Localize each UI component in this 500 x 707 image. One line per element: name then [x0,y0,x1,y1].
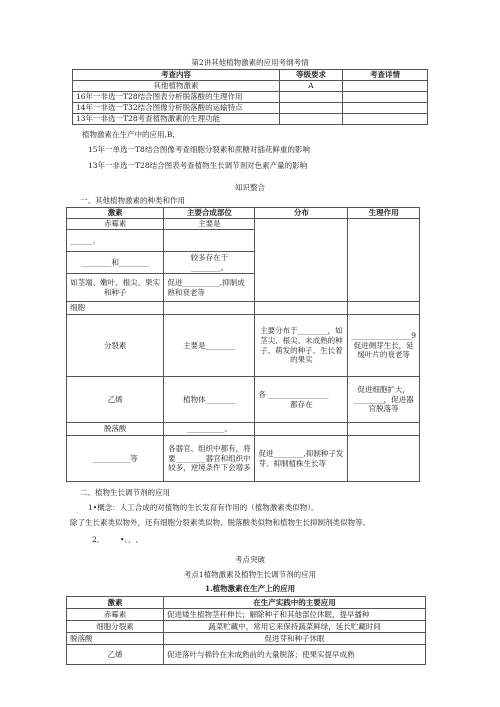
hormone-cell [348,436,420,482]
exam-cell: 14年一非选一T32结合图像分析脱落酸的运输特点 [73,103,280,114]
hormone-cell [164,252,255,274]
hormone-cell-line: 各 ________________ [258,389,329,399]
body-text: 1•概念：人工合成的对植物的生长发育有作用的（植物激素类似物）。 [88,503,319,512]
hormone-cell-line: ________。 [190,262,229,272]
hormone-header: 激素 [67,208,164,219]
hormone-cell: 主要是________ [164,315,255,377]
hormone-cell: 促进__________,抑制成熟和衰老等 [164,274,255,302]
exam-cell [343,92,428,103]
hormone-cell [164,302,255,315]
hormone-cell: ________和________ [67,252,164,274]
exam-cell: A [280,81,343,92]
app-header: 激素 [67,597,164,609]
exam-header-level: 等级要求 [280,70,343,81]
app-cell: 脱落酸 [67,633,164,645]
app-cell: 赤霉素 [67,609,164,621]
hormone-cell: 植物体________ [164,377,255,423]
app-cell: 促进落叶与棉铃在未成熟前的大量脱落；使果实提早成熟 [164,645,426,665]
hormone-cell: ______、 [67,230,164,252]
app-cell: 促进芽和种子休眠 [164,633,426,645]
exam-cell: 16年一非选一T28结合图表分析脱落酸的生理作用 [73,92,280,103]
hormone-cell [255,219,348,302]
hormone-cell [255,302,348,315]
exam-cell [343,103,428,114]
hormone-header: 分布 [255,208,348,219]
exam-header-content: 考查内容 [73,70,280,81]
section-title: 知识整合 [235,183,265,192]
app-cell: 蔬菜贮藏中，常用它来保持蔬菜鲜绿，延长贮藏时间 [164,621,426,633]
exam-cell [280,114,343,125]
hormone-cell-line: 都存在 [290,399,313,409]
hormone-cell: ________________9促进侧芽生长，延缓叶片的衰老等 [348,315,420,377]
point-title: 考点1植物激素及植物生长调节剂的应用 [183,570,317,579]
app-header: 在生产实践中的主要应用 [164,597,426,609]
body-text: 植物激素在生产中的应用,B, [82,130,175,139]
hormone-header: 主要合成部位 [164,208,255,219]
exam-cell [343,114,428,125]
body-text: 15年一单选一T8结合图像考查细胞分裂素和蔗糖对插花鲜重的影响 [88,145,310,154]
hormone-cell: 主要是 [164,219,255,230]
hormone-cell [164,230,255,252]
exam-cell: 13年一非选一T28考查植物激素的生理功能 [73,114,280,125]
app-cell: 乙烯 [67,645,164,665]
hormone-header: 生理作用 [348,208,420,219]
hormone-cell: 细胞 [67,302,164,315]
hormone-cell [348,302,420,315]
exam-cell: 其他植物激素 [73,81,280,92]
hormone-cell: 主要分布于________，如茎尖、根尖、未成熟的种子、萌发的种子、生长着的果实 [255,315,348,377]
hormone-cell [255,377,348,423]
app-cell: 细胞分裂素 [67,621,164,633]
section-heading: 一、其他植物激素的种类和作用 [80,196,185,205]
section-heading: 二、植物生长调节剂的应用 [80,488,170,497]
hormone-cell: 分裂素 [67,315,164,377]
hormone-cell: 各器官、组织中都有，将要________器官和组织中较多，逆境条件下会增多 [164,436,255,482]
exam-cell [280,92,343,103]
exam-cell [343,81,428,92]
hormone-cell [348,219,420,302]
subsection-title: 1.植物激素在生产上的应用 [204,584,296,593]
hormone-cell: __________等 [67,436,164,482]
hormone-cell: 促进________,抑制种子发芽、抑制植株生长等 [255,436,348,482]
body-text: 除了生长素类似物外，还有细胞分裂素类似物、脱落酸类似物和植物生长抑制剂类似物等。 [70,518,370,527]
list-number: 2, [92,535,100,544]
hormone-cell: 促进细胞扩大，________，促进器官脱落等 [348,377,420,423]
list-text: •、、, [120,535,139,544]
app-cell: 促进矮生植物茎秆伸长；解除种子和其他部位休眠，提早播种 [164,609,426,621]
exam-cell [280,103,343,114]
hormone-cell: 脱落酸 [67,423,164,436]
page-title: 第2讲其他植物激素的应用考纲考情 [191,58,309,67]
exam-table [72,69,428,125]
hormone-cell: 如茎端、嫩叶、根尖、果实和种子 [67,274,164,302]
application-table [66,596,426,665]
hormone-cell: __________、 [164,423,255,436]
body-text: 13年一非选一T28结合图表考查植物生长调节剂对色素产量的影响 [88,161,308,170]
exam-header-detail: 考查详情 [343,70,428,81]
hormone-cell: 乙烯 [67,377,164,423]
hormone-cell: 赤霉素 [67,219,164,230]
section-title: 考点突破 [235,555,265,564]
hormone-cell-line: 较多存在于 [190,252,229,262]
hormone-cell [255,423,348,436]
hormone-cell [348,423,420,436]
hormone-table [66,207,420,482]
